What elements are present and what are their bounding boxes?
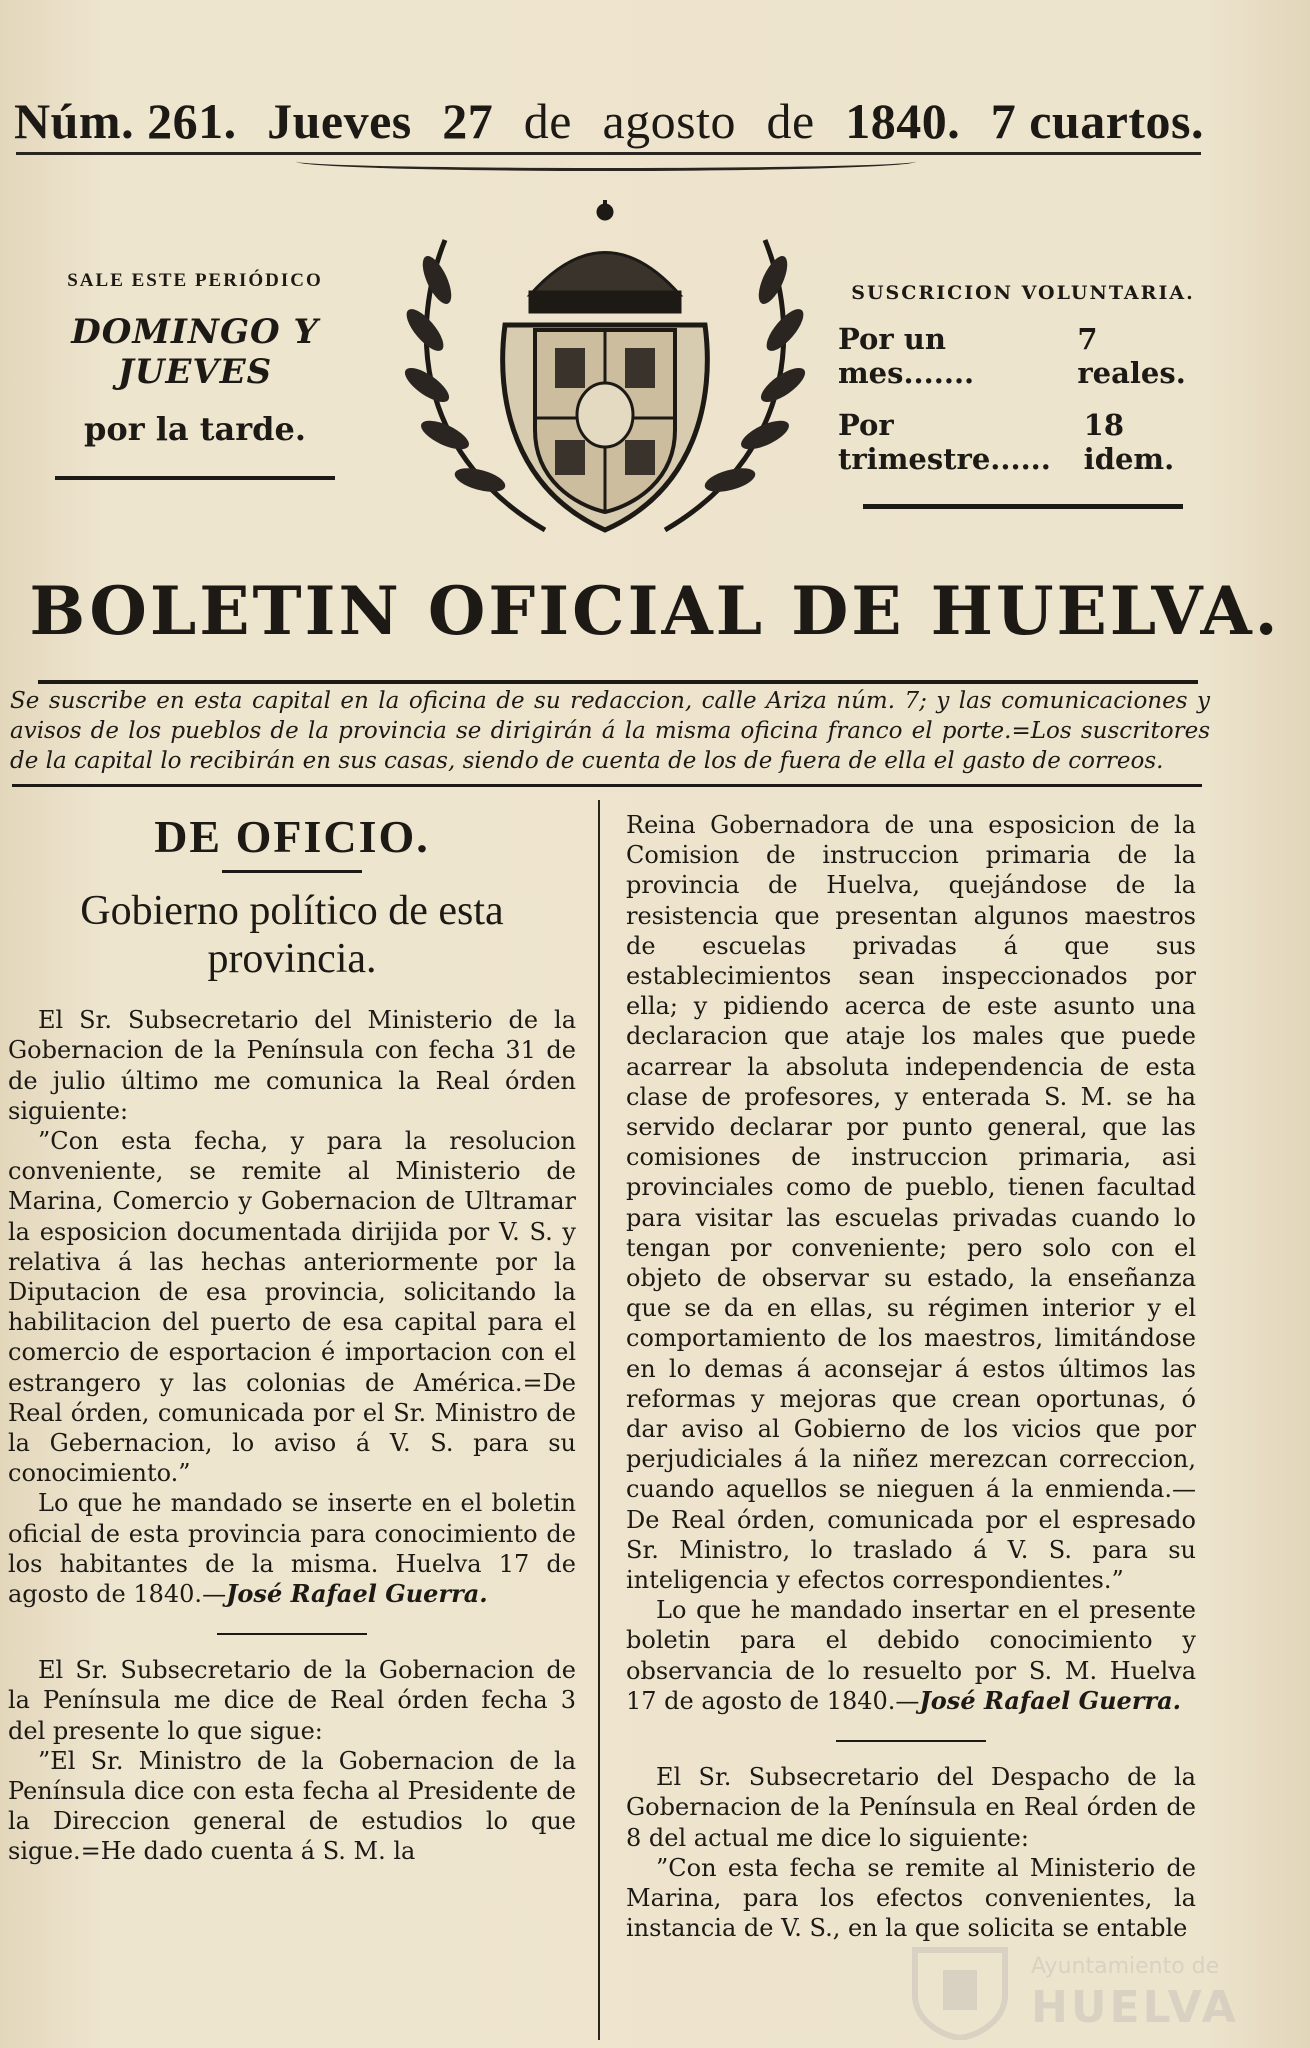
subscription-note: Se suscribe en esta capital en la oficina de su redaccion, calle Ariza núm. 7; y las comunicaciones y avisos de los pueblos de la provincia se dirigirán á la misma oficina franco el porte.=Los suscritores de la capital lo recibirán en sus casas, siendo de cuenta de los de fuera de ella el gasto de correos.: [10, 688, 1210, 774]
title-rule: [38, 680, 1198, 684]
article-paragraph: [626, 1595, 1196, 1716]
day: 27: [442, 93, 494, 149]
de-1: de: [523, 93, 572, 149]
section-heading: DE OFICIO.: [154, 811, 430, 862]
article-heading: Gobierno político de esta provincia.: [80, 888, 504, 983]
article-paragraph: El Sr. Subsecretario del Despacho de la Gobernacion de la Península en Real órden de 8 del actual me dice lo siguiente:: [626, 1763, 1196, 1852]
left-info-rule: [55, 476, 335, 480]
column-divider: [598, 800, 600, 2040]
subscription-label: SUSCRICION VOLUNTARIA.: [851, 282, 1195, 304]
article-paragraph: ”El Sr. Ministro de la Gobernacion de la Península dice con esta fecha al Presidente de la Direccion general de estudios lo que sigue.=He dado cuenta á S. M. la: [8, 1746, 576, 1866]
huelva-city-shield-icon: [905, 1940, 1015, 2040]
month: agosto: [602, 93, 736, 149]
archive-watermark: [905, 1940, 1239, 2044]
de-2: de: [766, 93, 815, 149]
article-paragraph: [8, 1488, 576, 1609]
publication-days-label: SALE ESTE PERIÓDICO: [67, 270, 323, 291]
price-row-month: [838, 322, 1208, 390]
left-column: [8, 810, 576, 1867]
price-row-label: Por trimestre......: [838, 408, 1051, 476]
article-separator: [836, 1740, 986, 1742]
article-separator: [217, 1633, 367, 1635]
right-info-rule: [863, 504, 1183, 509]
newspaper-title: BOLETIN OFICIAL DE HUELVA.: [29, 572, 1281, 650]
watermark-line-2: HUELVA: [1031, 1982, 1239, 2033]
paragraph-text: Lo que he mandado se inserte en el boletin oficial de esta provincia para conocimiento de los habitantes de la misma. Huelva 17 de agosto de 1840.—: [8, 1489, 576, 1609]
publication-days-value: DOMINGO Y JUEVES: [71, 312, 319, 392]
subscription-prices: [838, 282, 1208, 509]
price: 7 cuartos.: [990, 93, 1204, 149]
right-column: [626, 810, 1196, 1943]
article-paragraph: ”Con esta fecha, y para la resolucion conveniente, se remite al Ministerio de Marina, Comercio y Gobernacion de Ultramar la esposicion documentada dirijida por V. S. y relativa á las hechas anteriormente por la Diputacion de esa provincia, solicitando la habilitacion del puerto de esa capital para el comercio de esportacion é importacion con el estrangero y las colonias de América.=De Real órden, comunicada por el Sr. Ministro de la Gebernacion, lo aviso á V. S. para su conocimiento.”: [8, 1127, 576, 1488]
year: 1840.: [845, 93, 961, 149]
masthead: [14, 92, 1204, 150]
watermark-line-1: Ayuntamiento de: [1031, 1954, 1220, 1979]
section-rule: [222, 870, 362, 873]
article-paragraph: El Sr. Subsecretario de la Gobernacion de la Península me dice de Real órden fecha 3 del presente lo que sigue:: [8, 1656, 576, 1745]
price-row-value: 18 idem.: [1083, 408, 1175, 476]
paragraph-text: Lo que he mandado insertar en el presente boletin para el debido conocimiento y observancia de lo resuelto por S. M. Huelva 17 de agosto de 1840.—: [626, 1596, 1196, 1715]
article-paragraph: El Sr. Subsecretario del Ministerio de la Gobernacion de la Península con fecha 31 de de julio último me comunica la Real órden siguiente:: [8, 1006, 576, 1125]
publication-days: [10, 270, 380, 480]
royal-coat-of-arms-icon: [385, 200, 825, 555]
price-row-quarter: [838, 408, 1208, 476]
price-row-value: 7 reales.: [1077, 322, 1186, 390]
article-paragraph: Reina Gobernadora de una esposicion de la Comision de instruccion primaria de la provincia de Huelva, quejándose de la resistencia que presentan algunos maestros de escuelas privadas á que sus establecimientos sean inspeccionados por ella; y pidiendo acerca de este asunto una declaracion que ataje los males que puede acarrear la absoluta independencia de esta clase de profesores, y enterada S. M. se ha servido declarar por punto general, que las comisiones de instruccion primaria, asi provinciales como de pueblo, tienen facultad para visitar las escuelas privadas cuando lo tengan por conveniente; pero solo con el objeto de observar su estado, la enseñanza que se da en ellas, su régimen interior y el comportamiento de los maestros, limitándose en lo demas á aconsejar á estos últimos las reformas y mejoras que crean oportunas, ó dar aviso al Gobierno de los vicios que por perjudiciales á la niñez merezcan correccion, cuando aquellos se nieguen á la enmienda.—De Real órden, comunicada por el espresado Sr. Ministro, lo traslado á V. S. para su inteligencia y efectos correspondientes.”: [626, 811, 1196, 1595]
signature: José Rafael Guerra.: [919, 1685, 1182, 1715]
price-row-label: Por un mes.......: [838, 322, 975, 390]
signature: José Rafael Guerra.: [226, 1579, 488, 1609]
publication-time: por la tarde.: [84, 410, 306, 448]
masthead-rule: [16, 152, 1201, 159]
issue-number: Núm. 261.: [14, 93, 237, 149]
article-paragraph: ”Con esta fecha se remite al Ministerio de Marina, para los efectos convenientes, la instancia de V. S., en la que solicita se entable: [626, 1853, 1196, 1943]
subscription-rule: [12, 784, 1202, 787]
weekday: Jueves: [267, 93, 412, 149]
